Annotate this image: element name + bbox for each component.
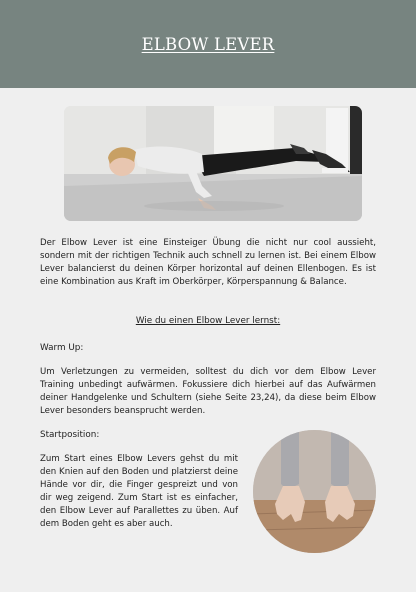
how-to-heading: Wie du einen Elbow Lever lernst: <box>135 316 281 326</box>
page-title: ELBOW LEVER <box>141 34 275 54</box>
hands-position-photo <box>253 430 376 553</box>
warmup-paragraph: Um Verletzungen zu vermeiden, solltest du dich vor dem Elbow Lever Training unbedingt aufwärmen. Fokussiere dich hierbei auf das Aufwärmen deiner Handgelenke und Schultern (siehe Seite 23,24), da diese beim Elbow Lever besonders beansprucht werden. <box>40 367 376 416</box>
start-heading: Startposition: <box>40 430 100 440</box>
page-header <box>0 0 416 88</box>
elbow-lever-illustration <box>64 106 362 221</box>
start-paragraph: Zum Start eines Elbow Levers gehst du mit den Knien auf den Boden und platzierst deine Hände vor dir, die Finger gespreizt und von dir weg zeigend. Zum Start ist es einfacher, den Elbow Lever auf Parallettes zu üben. Auf dem Boden geht es aber auch. <box>40 454 238 529</box>
intro-paragraph: Der Elbow Lever ist eine Einsteiger Übung die nicht nur cool aussieht, sondern mit der richtigen Technik auch schnell zu lernen ist. Bei einem Elbow Lever balancierst du deinen Körper horizontal auf deinen Ellenbogen. Es ist eine Kombination aus Kraft im Oberkörper, Körperspannung & Balance. <box>40 238 376 287</box>
elbow-lever-photo <box>64 106 362 221</box>
warmup-heading: Warm Up: <box>40 343 84 353</box>
hands-illustration <box>253 430 376 553</box>
